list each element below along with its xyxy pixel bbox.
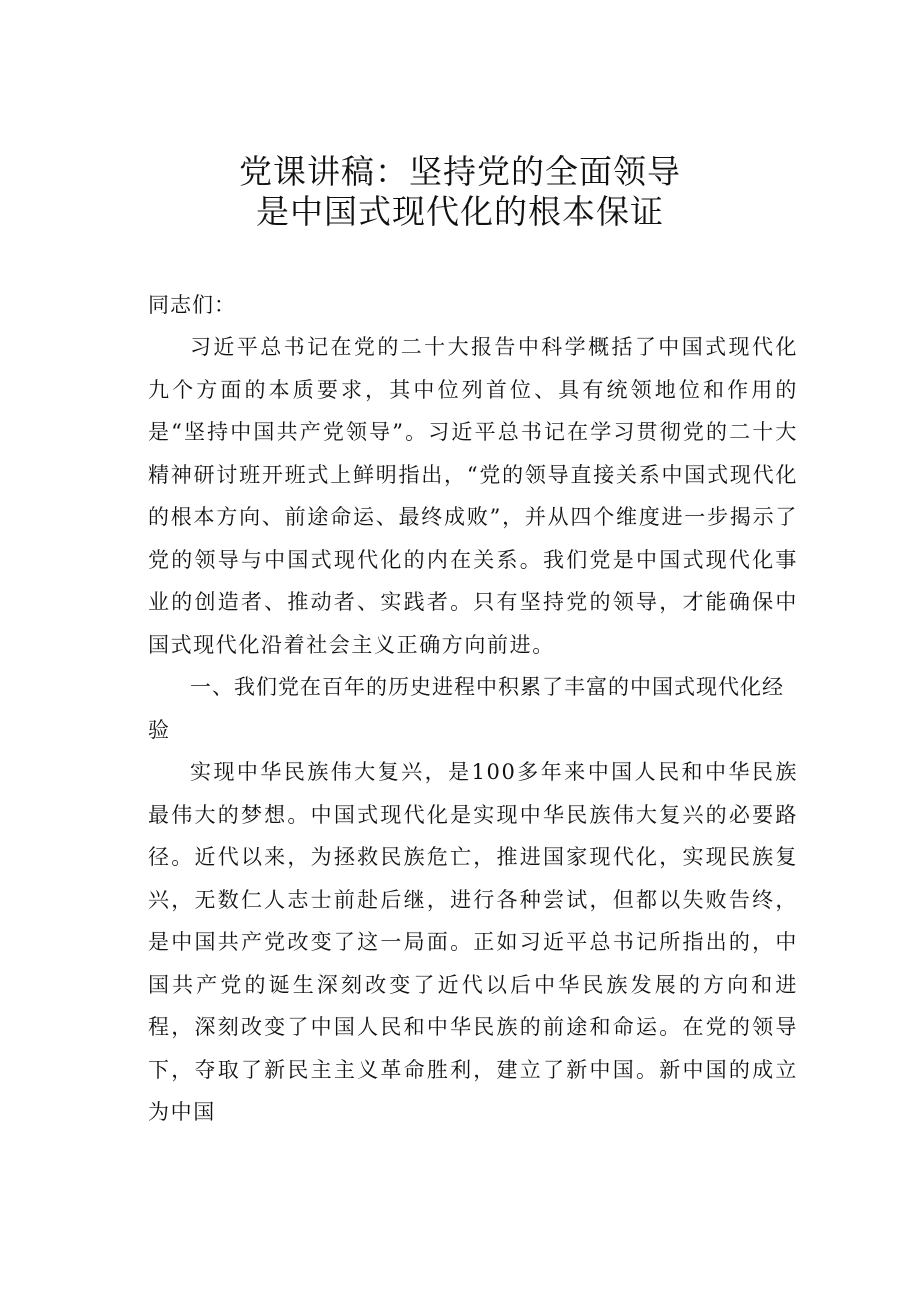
title-line-1: 党课讲稿：坚持党的全面领导 bbox=[239, 152, 681, 191]
title-line-2: 是中国式现代化的根本保证 bbox=[256, 192, 664, 231]
document-title bbox=[0, 152, 920, 232]
document-body bbox=[148, 284, 798, 1134]
paragraph-section-1: 实现中华民族伟大复兴，是100多年来中国人民和中华民族最伟大的梦想。中国式现代化是实现中华民族伟大复兴的必要路径。近代以来，为拯救民族危亡，推进国家现代化，实现民族复兴，无数仁人志士前赴后继，进行各种尝试，但都以失败告终，是中国共产党改变了这一局面。正如习近平总书记所指出的，中国共产党的诞生深刻改变了近代以后中华民族发展的方向和进程，深刻改变了中国人民和中华民族的前途和命运。在党的领导下，夺取了新民主主义革命胜利，建立了新中国。新中国的成立为中国 bbox=[148, 760, 798, 1124]
paragraph-intro: 习近平总书记在党的二十大报告中科学概括了中国式现代化九个方面的本质要求，其中位列首位、具有统领地位和作用的是“坚持中国共产党领导”。习近平总书记在学习贯彻党的二十大精神研讨班开班式上鲜明指出，“党的领导直接关系中国式现代化的根本方向、前途命运、最终成败”，并从四个维度进一步揭示了党的领导与中国式现代化的内在关系。我们党是中国式现代化事业的创造者、推动者、实践者。只有坚持党的领导，才能确保中国式现代化沿着社会主义正确方向前进。 bbox=[148, 335, 798, 657]
section-heading-1: 一、我们党在百年的历史进程中积累了丰富的中国式现代化经验 bbox=[148, 675, 784, 742]
salutation: 同志们： bbox=[148, 293, 236, 317]
